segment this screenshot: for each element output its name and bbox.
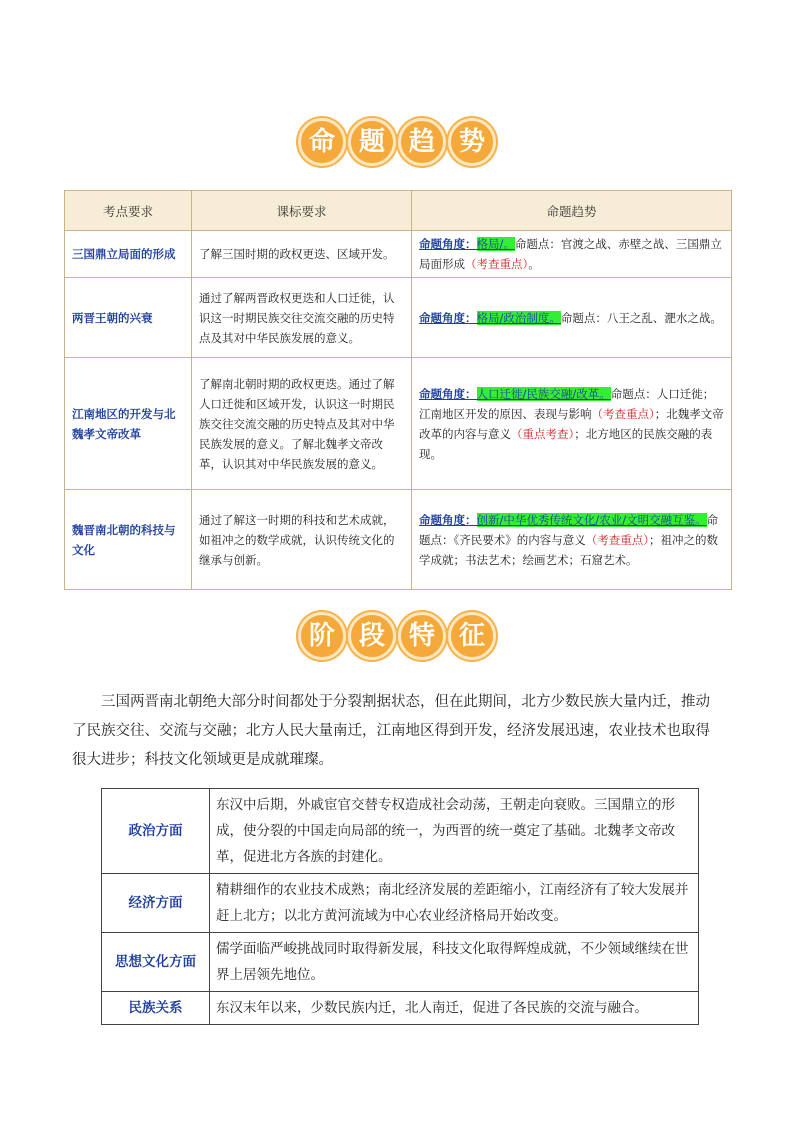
angle-label: 命题角度： [419,237,477,251]
angle-label: 命题角度： [419,386,477,401]
topic-cell: 魏晋南北朝的科技与文化 [65,490,192,590]
content-cell: 儒学面临严峻挑战同时取得新发展，科技文化取得辉煌成就，不少领域继续在世界上居领先地位。 [210,933,699,992]
banner-char: 阶 [298,612,346,660]
trend-text: ；北魏孝文帝改革的内容与意义 [419,406,724,441]
standard-cell: 了解南北朝时期的政权更迭。通过了解人口迁徙和区域开发，认识这一时期民族交往交流交融的历史特点及其对中华民族发展的意义。了解北魏孝文帝改革，认识其对中华民族发展的意义。 [192,358,412,490]
trend-banner [0,118,794,166]
trend-table [64,190,732,590]
banner-char: 势 [448,118,496,166]
angle-value: 格局/政治制度。 [476,310,561,325]
banner-char: 征 [448,612,496,660]
emphasis-text: （考查重点） [465,257,529,271]
content-cell: 东汉中后期，外戚宦官交替专权造成社会动荡，王朝走向衰败。三国鼎立的形成，使分裂的中国走向局部的统一，为西晋的统一奠定了基础。北魏孝文帝改革，促进北方各族的封建化。 [210,789,699,874]
header-cell: 考点要求 [65,191,192,231]
trend-cell [412,358,732,490]
trend-row [65,278,732,358]
trend-row [65,231,732,278]
banner-char: 特 [398,612,446,660]
topic-cell: 两晋王朝的兴衰 [65,278,192,358]
angle-label: 命题角度： [419,512,477,527]
feature-row [102,789,699,874]
aspect-cell: 经济方面 [102,874,210,933]
trend-text: 。 [528,257,540,271]
feature-row [102,992,699,1025]
aspect-cell: 思想文化方面 [102,933,210,992]
trend-text: ；北方地区的民族交融的表现。 [419,426,713,461]
angle-value: 创新/中华优秀传统文化/农业/文明交融互鉴。 [476,512,707,527]
emphasis-text: （重点考查） [511,426,575,441]
trend-cell [412,490,732,590]
intro-paragraph: 三国两晋南北朝绝大部分时间都处于分裂割据状态，但在此期间，北方少数民族大量内迁，推动了民族交往、交流与交融；北方人民大量南迁，江南地区得到开发，经济发展迅速，农业技术也取得很大进步；科技文化领域更是成就璀璨。 [72,694,710,768]
trend-row [65,358,732,490]
trend-text: 命题点：官渡之战、赤壁之战、三国鼎立局面形成 [419,237,722,271]
topic-cell: 三国鼎立局面的形成 [65,231,192,278]
emphasis-text: （考查重点） [585,532,649,547]
banner-char: 趋 [398,118,446,166]
trend-table-header [65,191,732,231]
angle-value: 人口迁徙/民族交融/改革。 [476,386,611,401]
standard-cell: 了解三国时期的政权更迭、区域开发。 [192,231,412,278]
aspect-cell: 民族关系 [102,992,210,1025]
trend-text: 命题点：八王之乱、淝水之战。 [560,310,722,325]
angle-label: 命题角度： [419,310,477,325]
feature-banner [0,612,794,660]
aspect-cell: 政治方面 [102,789,210,874]
trend-text: 命题点：《齐民要术》的内容与意义 [419,512,719,547]
content-cell: 精耕细作的农业技术成熟；南北经济发展的差距缩小，江南经济有了较大发展并赶上北方；以北方黄河流域为中心农业经济格局开始改变。 [210,874,699,933]
header-cell: 课标要求 [192,191,412,231]
standard-cell: 通过了解两晋政权更迭和人口迁徙，认识这一时期民族交往交流交融的历史特点及其对中华民族发展的意义。 [192,278,412,358]
topic-cell: 江南地区的开发与北魏孝文帝改革 [65,358,192,490]
trend-row [65,490,732,590]
angle-value: 格局/。 [476,237,515,251]
content-cell: 东汉末年以来，少数民族内迁，北人南迁，促进了各民族的交流与融合。 [210,992,699,1025]
trend-text: ；祖冲之的数学成就；书法艺术；绘画艺术；石窟艺术。 [419,532,718,567]
feature-table [101,788,699,1025]
banner-char: 题 [348,118,396,166]
emphasis-text: （考查重点） [591,406,655,421]
trend-cell [412,231,732,278]
banner-char: 段 [348,612,396,660]
trend-cell [412,278,732,358]
standard-cell: 通过了解这一时期的科技和艺术成就，如祖冲之的数学成就，认识传统文化的继承与创新。 [192,490,412,590]
feature-row [102,933,699,992]
header-cell: 命题趋势 [412,191,732,231]
banner-char: 命 [298,118,346,166]
feature-row [102,874,699,933]
trend-text: 命题点：人口迁徙；江南地区开发的原因、表现与影响 [419,386,715,421]
